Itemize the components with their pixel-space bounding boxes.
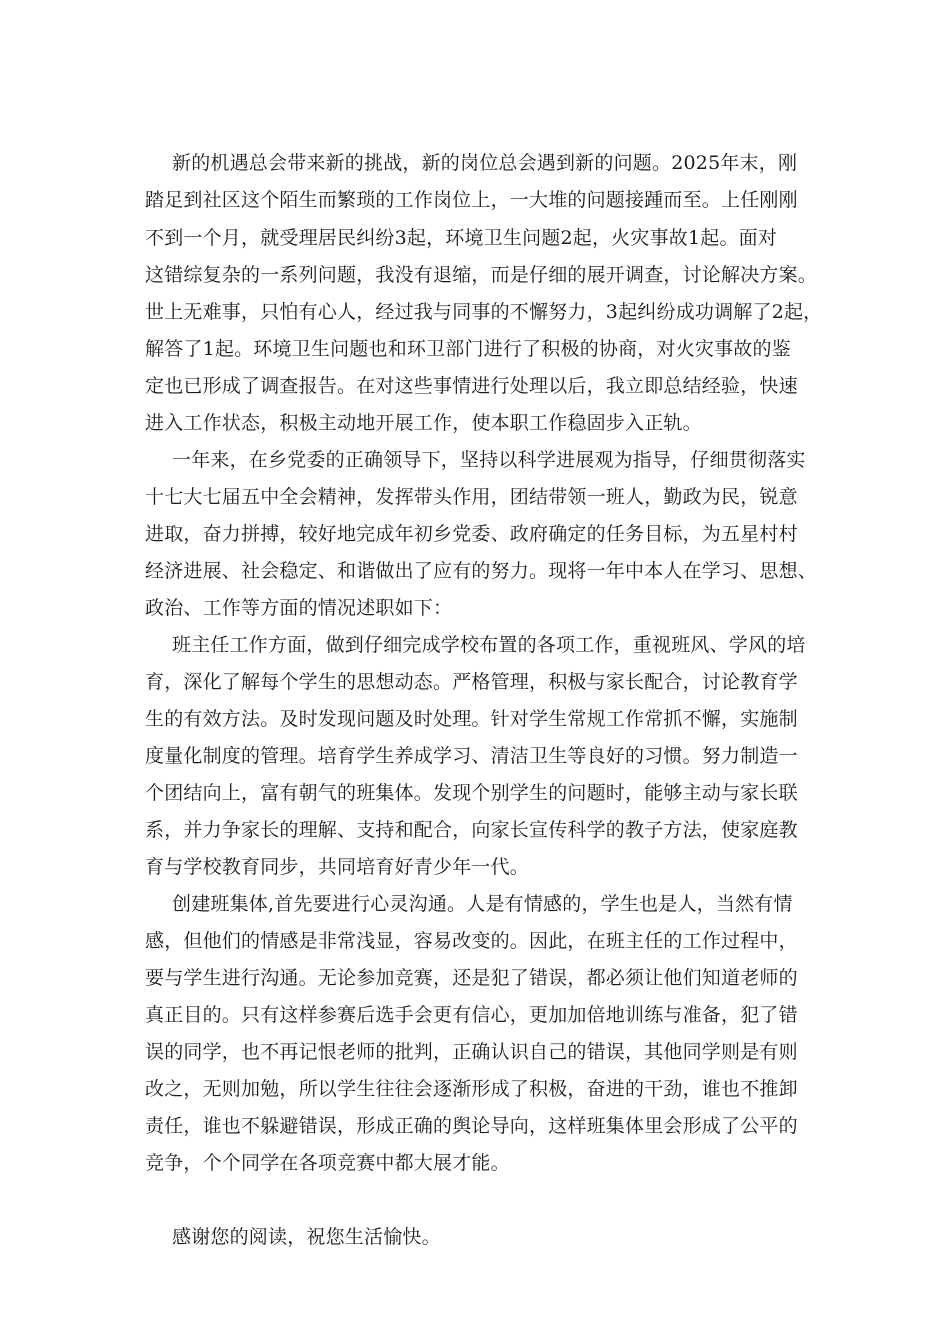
text-line: 新的机遇总会带来新的挑战，新的岗位总会遇到新的问题。2025年末，刚 [172, 152, 798, 174]
text-line: 不到一个月，就受理居民纠纷3起，环境卫生问题2起，火灾事故1起。面对 [145, 227, 778, 249]
text-line: 这错综复杂的一系列问题，我没有退缩，而是仔细的展开调查，讨论解决方案。 [145, 264, 818, 286]
text-line: 一年来，在乡党委的正确领导下，坚持以科学进展观为指导，仔细贯彻落实 [172, 449, 806, 471]
text-line: 竞争，个个同学在各项竞赛中都大展才能。 [145, 1152, 510, 1174]
text-line: 感，但他们的情感是非常浅显，容易改变的。因此，在班主任的工作过程中， [145, 930, 798, 952]
text-line: 进取，奋力拼搏，较好地完成年初乡党委、政府确定的任务目标，为五星村村 [145, 523, 798, 545]
text-line: 十七大七届五中全会精神，发挥带头作用，团结带领一班人，勤政为民，锐意 [145, 486, 798, 508]
text-line: 生的有效方法。及时发现问题及时处理。针对学生常规工作常抓不懈，实施制 [145, 708, 798, 730]
text-line: 经济进展、社会稳定、和谐做出了应有的努力。现将一年中本人在学习、思想、 [145, 560, 818, 582]
text-line: 定也已形成了调查报告。在对这些事情进行处理以后，我立即总结经验，快速 [145, 375, 798, 397]
text-line: 政治、工作等方面的情况述职如下： [145, 597, 453, 619]
text-line: 创建班集体,首先要进行心灵沟通。人是有情感的，学生也是人，当然有情 [172, 893, 793, 915]
text-line: 度量化制度的管理。培育学生养成学习、清洁卫生等良好的习惯。努力制造一 [145, 745, 798, 767]
text-line: 踏足到社区这个陌生而繁琐的工作岗位上，一大堆的问题接踵而至。上任刚刚 [145, 189, 798, 211]
text-line: 责任，谁也不躲避错误，形成正确的舆论导向，这样班集体里会形成了公平的 [145, 1115, 798, 1137]
text-line: 班主任工作方面，做到仔细完成学校布置的各项工作，重视班风、学风的培 [172, 634, 806, 656]
text-line: 系，并力争家长的理解、支持和配合，向家长宣传科学的教子方法，使家庭教 [145, 819, 798, 841]
text-line: 误的同学，也不再记恨老师的批判，正确认识自己的错误，其他同学则是有则 [145, 1041, 798, 1063]
text-line: 个团结向上，富有朝气的班集体。发现个别学生的问题时，能够主动与家长联 [145, 782, 798, 804]
text-line: 世上无难事，只怕有心人，经过我与同事的不懈努力，3起纠纷成功调解了2起， [145, 301, 823, 323]
text-line: 育，深化了解每个学生的思想动态。严格管理，积极与家长配合，讨论教育学 [145, 671, 798, 693]
text-line: 育与学校教育同步，共同培育好青少年一代。 [145, 856, 530, 878]
text-line: 真正目的。只有这样参赛后选手会更有信心，更加加倍地训练与准备，犯了错 [145, 1004, 798, 1026]
text-line: 进入工作状态，积极主动地开展工作，使本职工作稳固步入正轨。 [145, 412, 702, 434]
text-line: 改之，无则加勉，所以学生往往会逐渐形成了积极，奋进的干劲，谁也不推卸 [145, 1078, 798, 1100]
text-line: 要与学生进行沟通。无论参加竞赛，还是犯了错误，都必须让他们知道老师的 [145, 967, 798, 989]
text-line: 解答了1起。环境卫生问题也和环卫部门进行了积极的协商，对火灾事故的鉴 [145, 338, 791, 360]
closing-line: 感谢您的阅读，祝您生活愉快。 [172, 1226, 441, 1248]
